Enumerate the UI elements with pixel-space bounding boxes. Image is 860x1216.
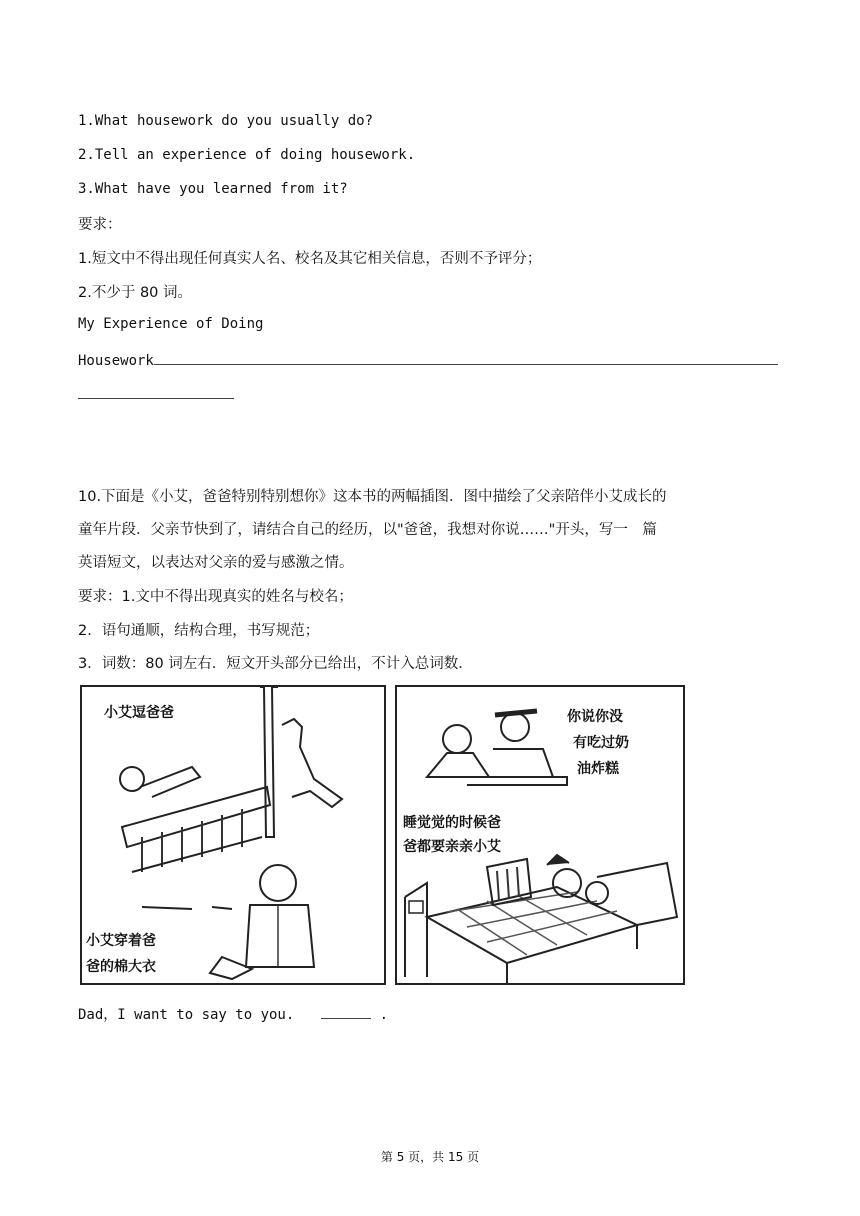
essay-title-line-2 bbox=[78, 350, 778, 369]
illustration-right-drawing bbox=[397, 687, 683, 983]
answer-blank-line[interactable] bbox=[154, 350, 778, 365]
illustration-right bbox=[395, 685, 685, 985]
q10-requirement-1: 要求：1.文中不得出现真实的姓名与校名； bbox=[78, 589, 353, 605]
q10-answer-blank[interactable] bbox=[321, 1004, 371, 1019]
q9-requirement-1: 1.短文中不得出现任何真实人名、校名及其它相关信息，否则不予评分； bbox=[78, 251, 542, 267]
q10-answer-start: Dad，I want to say to you. bbox=[78, 1007, 295, 1023]
caption-right-top-3: 油炸糕 bbox=[577, 761, 619, 777]
caption-right-mid-1: 睡觉觉的时候爸 bbox=[403, 815, 501, 831]
illustration-left bbox=[80, 685, 386, 985]
caption-right-top-2: 有吃过奶 bbox=[573, 735, 629, 751]
q10-stem-line-3: 英语短文，以表达对父亲的爱与感激之情。 bbox=[78, 555, 354, 571]
q9-prompt-2: 2.Tell an experience of doing housework. bbox=[78, 147, 416, 163]
q9-requirements-label: 要求： bbox=[78, 217, 122, 233]
essay-title-line-1: My Experience of Doing bbox=[78, 316, 264, 332]
q10-requirement-3: 3．词数：80 词左右．短文开头部分已给出，不计入总词数． bbox=[78, 656, 473, 672]
caption-right-mid-2: 爸都要亲亲小艾 bbox=[403, 839, 501, 855]
q9-prompt-1: 1.What housework do you usually do? bbox=[78, 113, 374, 129]
q10-requirement-2: 2．语句通顺，结构合理，书写规范； bbox=[78, 623, 320, 639]
answer-blank-continuation[interactable] bbox=[78, 384, 234, 403]
caption-left-bottom-2: 爸的棉大衣 bbox=[86, 959, 156, 975]
caption-left-top: 小艾逗爸爸 bbox=[104, 705, 174, 721]
q9-requirement-2: 2.不少于 80 词。 bbox=[78, 285, 193, 301]
page-footer: 第 5 页，共 15 页 bbox=[380, 1150, 480, 1164]
q9-prompt-3: 3.What have you learned from it? bbox=[78, 181, 348, 197]
caption-right-top-1: 你说你没 bbox=[567, 709, 623, 725]
q10-stem-line-1: 10.下面是《小艾，爸爸特别特别想你》这本书的两幅插图．图中描绘了父亲陪伴小艾成长的 bbox=[78, 489, 667, 505]
q10-answer-line bbox=[78, 1004, 388, 1024]
q10-answer-end: . bbox=[379, 1007, 389, 1023]
caption-left-bottom-1: 小艾穿着爸 bbox=[86, 933, 156, 949]
q10-stem-line-2: 童年片段．父亲节快到了，请结合自己的经历，以"爸爸，我想对你说……"开头，写一 篇 bbox=[78, 522, 657, 538]
essay-title-word: Housework bbox=[78, 353, 154, 369]
illustration-left-drawing bbox=[82, 687, 384, 983]
